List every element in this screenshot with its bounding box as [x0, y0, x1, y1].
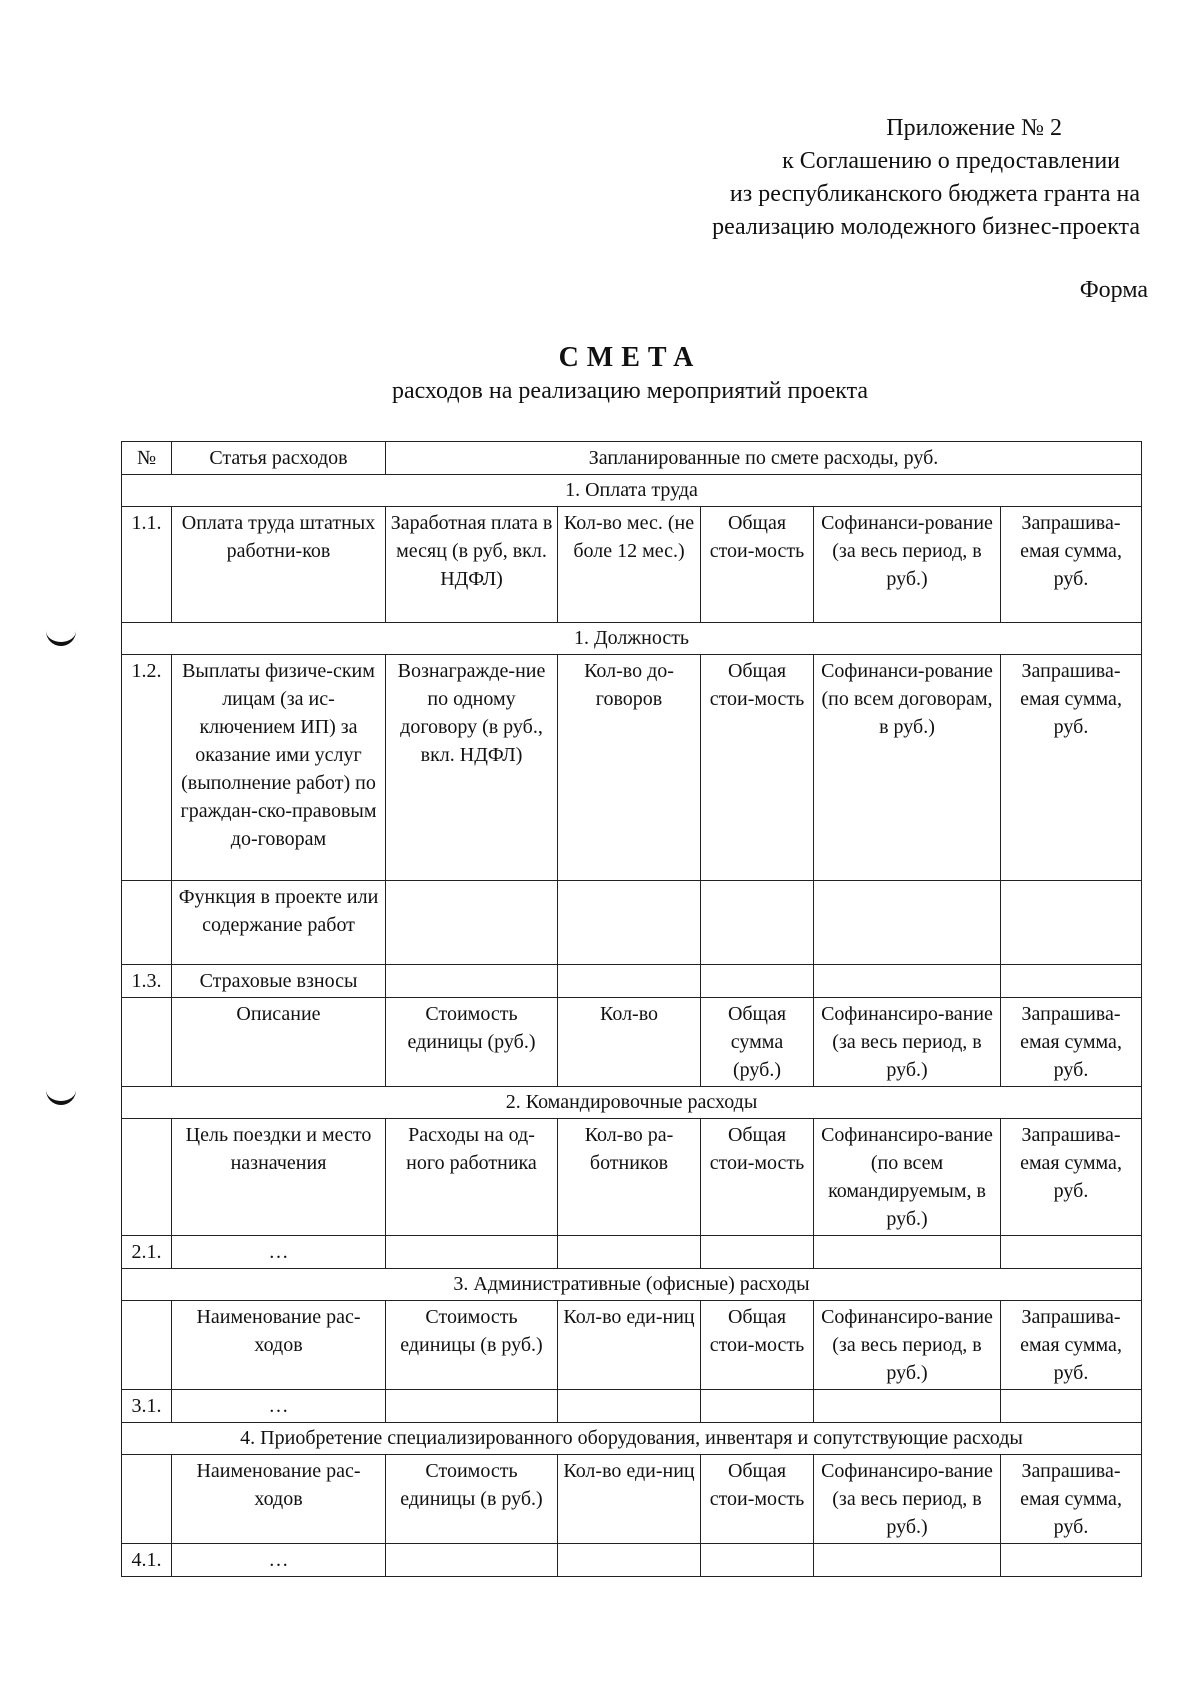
table-cell — [558, 1236, 701, 1269]
table-row — [122, 881, 1142, 965]
header-num: № — [122, 442, 172, 475]
table-cell: Общая стои-мость — [701, 507, 814, 623]
row-num: 1.1. — [122, 507, 172, 623]
annex-line-1: Приложение № 2 — [886, 115, 1062, 141]
annex-header — [712, 112, 1140, 244]
table-cell: Стоимость единицы (руб.) — [386, 998, 558, 1087]
annex-line-2: к Соглашению о предоставлении — [782, 148, 1120, 174]
table-cell: Софинанси-рование (по всем договорам, в руб.) — [814, 655, 1001, 881]
table-cell: Кол-во ра-ботников — [558, 1119, 701, 1236]
header-article: Статья расходов — [172, 442, 386, 475]
table-cell: … — [172, 1544, 386, 1577]
table-cell — [558, 1544, 701, 1577]
section-row — [122, 623, 1142, 655]
table-cell: Стоимость единицы (в руб.) — [386, 1455, 558, 1544]
section-3-title: 3. Административные (офисные) расходы — [122, 1269, 1142, 1301]
table-cell: Заработная плата в месяц (в руб, вкл. НДФЛ) — [386, 507, 558, 623]
position-title: 1. Должность — [122, 623, 1142, 655]
table-cell — [701, 1544, 814, 1577]
document-subtitle: расходов на реализацию мероприятий проекта — [391, 378, 869, 404]
table-cell — [1001, 1544, 1142, 1577]
header-planned: Запланированные по смете расходы, руб. — [386, 442, 1142, 475]
table-cell: Запрашива-емая сумма, руб. — [1001, 998, 1142, 1087]
section-row — [122, 475, 1142, 507]
table-cell — [701, 1390, 814, 1423]
table-cell: Общая стои-мость — [701, 655, 814, 881]
row-num — [122, 1301, 172, 1390]
table-cell: Кол-во еди-ниц — [558, 1455, 701, 1544]
section-4-title: 4. Приобретение специализированного оборудования, инвентаря и сопутствующие расходы — [122, 1423, 1142, 1455]
section-1-title: 1. Оплата труда — [122, 475, 1142, 507]
table-cell: Запрашива-емая сумма, руб. — [1001, 1455, 1142, 1544]
table-cell: Общая стои-мость — [701, 1301, 814, 1390]
table-cell — [558, 965, 701, 998]
table-cell: Цель поездки и место назначения — [172, 1119, 386, 1236]
row-num — [122, 1455, 172, 1544]
section-row — [122, 1269, 1142, 1301]
table-cell: Расходы на од-ного работника — [386, 1119, 558, 1236]
table-cell — [1001, 1390, 1142, 1423]
table-cell — [386, 881, 558, 965]
table-cell: Софинанси-рование (за весь период, в руб.) — [814, 507, 1001, 623]
table-cell — [701, 881, 814, 965]
annex-line-4: реализацию молодежного бизнес-проекта — [712, 214, 1140, 240]
table-row — [122, 507, 1142, 623]
table-cell — [701, 965, 814, 998]
table-cell: Наименование рас-ходов — [172, 1301, 386, 1390]
table-cell — [386, 965, 558, 998]
section-row — [122, 1423, 1142, 1455]
row-num — [122, 998, 172, 1087]
table-cell: Функция в проекте или содержание работ — [172, 881, 386, 965]
table-cell: Общая стои-мость — [701, 1119, 814, 1236]
table-cell — [558, 881, 701, 965]
table-cell: Кол-во мес. (не боле 12 мес.) — [558, 507, 701, 623]
document-title: СМЕТА — [558, 342, 702, 373]
row-num: 1.2. — [122, 655, 172, 881]
form-label: Форма — [1079, 277, 1148, 303]
table-cell — [1001, 881, 1142, 965]
table-cell: Софинансиро-вание (за весь период, в руб.) — [814, 1301, 1001, 1390]
table-cell — [814, 1236, 1001, 1269]
table-cell: Запрашива-емая сумма, руб. — [1001, 1301, 1142, 1390]
table-header-row — [122, 442, 1142, 475]
table-cell — [814, 1544, 1001, 1577]
table-cell — [386, 1236, 558, 1269]
table-cell: Кол-во — [558, 998, 701, 1087]
table-cell: Стоимость единицы (в руб.) — [386, 1301, 558, 1390]
row-num: 3.1. — [122, 1390, 172, 1423]
table-cell — [814, 881, 1001, 965]
table-cell — [558, 1390, 701, 1423]
table-row — [122, 1455, 1142, 1544]
table-row — [122, 1236, 1142, 1269]
table-row — [122, 1390, 1142, 1423]
table-cell: Общая стои-мость — [701, 1455, 814, 1544]
table-row — [122, 1301, 1142, 1390]
row-num: 2.1. — [122, 1236, 172, 1269]
row-num — [122, 881, 172, 965]
table-cell: Запрашива-емая сумма, руб. — [1001, 1119, 1142, 1236]
row-num — [122, 1119, 172, 1236]
scan-mark — [46, 1087, 76, 1105]
table-cell: Описание — [172, 998, 386, 1087]
table-cell — [814, 1390, 1001, 1423]
row-num: 1.3. — [122, 965, 172, 998]
table-cell: Оплата труда штатных работни-ков — [172, 507, 386, 623]
table-cell — [386, 1390, 558, 1423]
table-row — [122, 998, 1142, 1087]
table-row — [122, 965, 1142, 998]
table-cell: Кол-во еди-ниц — [558, 1301, 701, 1390]
table-cell: Общая сумма (руб.) — [701, 998, 814, 1087]
scan-mark — [46, 628, 76, 646]
table-cell: Софинансиро-вание (по всем командируемым, в руб.) — [814, 1119, 1001, 1236]
estimate-table — [121, 441, 1142, 1577]
table-cell: Вознагражде-ние по одному договору (в руб., вкл. НДФЛ) — [386, 655, 558, 881]
row-num: 4.1. — [122, 1544, 172, 1577]
table-cell — [386, 1544, 558, 1577]
section-row — [122, 1087, 1142, 1119]
table-cell — [1001, 1236, 1142, 1269]
table-row — [122, 1119, 1142, 1236]
table-cell: Наименование рас-ходов — [172, 1455, 386, 1544]
annex-line-3: из республиканского бюджета гранта на — [729, 181, 1140, 207]
table-cell: Софинансиро-вание (за весь период, в руб.) — [814, 998, 1001, 1087]
table-cell: … — [172, 1390, 386, 1423]
table-cell: Запрашива-емая сумма, руб. — [1001, 507, 1142, 623]
table-cell — [1001, 965, 1142, 998]
section-2-title: 2. Командировочные расходы — [122, 1087, 1142, 1119]
table-cell: … — [172, 1236, 386, 1269]
table-cell: Запрашива-емая сумма, руб. — [1001, 655, 1142, 881]
table-cell: Кол-во до-говоров — [558, 655, 701, 881]
table-row — [122, 655, 1142, 881]
table-row — [122, 1544, 1142, 1577]
table-cell: Софинансиро-вание (за весь период, в руб.) — [814, 1455, 1001, 1544]
table-cell — [701, 1236, 814, 1269]
table-cell: Страховые взносы — [172, 965, 386, 998]
table-cell — [814, 965, 1001, 998]
table-cell: Выплаты физиче-ским лицам (за ис-ключением ИП) за оказание ими услуг (выполнение работ) по граждан-ско-правовым до-говорам — [172, 655, 386, 881]
